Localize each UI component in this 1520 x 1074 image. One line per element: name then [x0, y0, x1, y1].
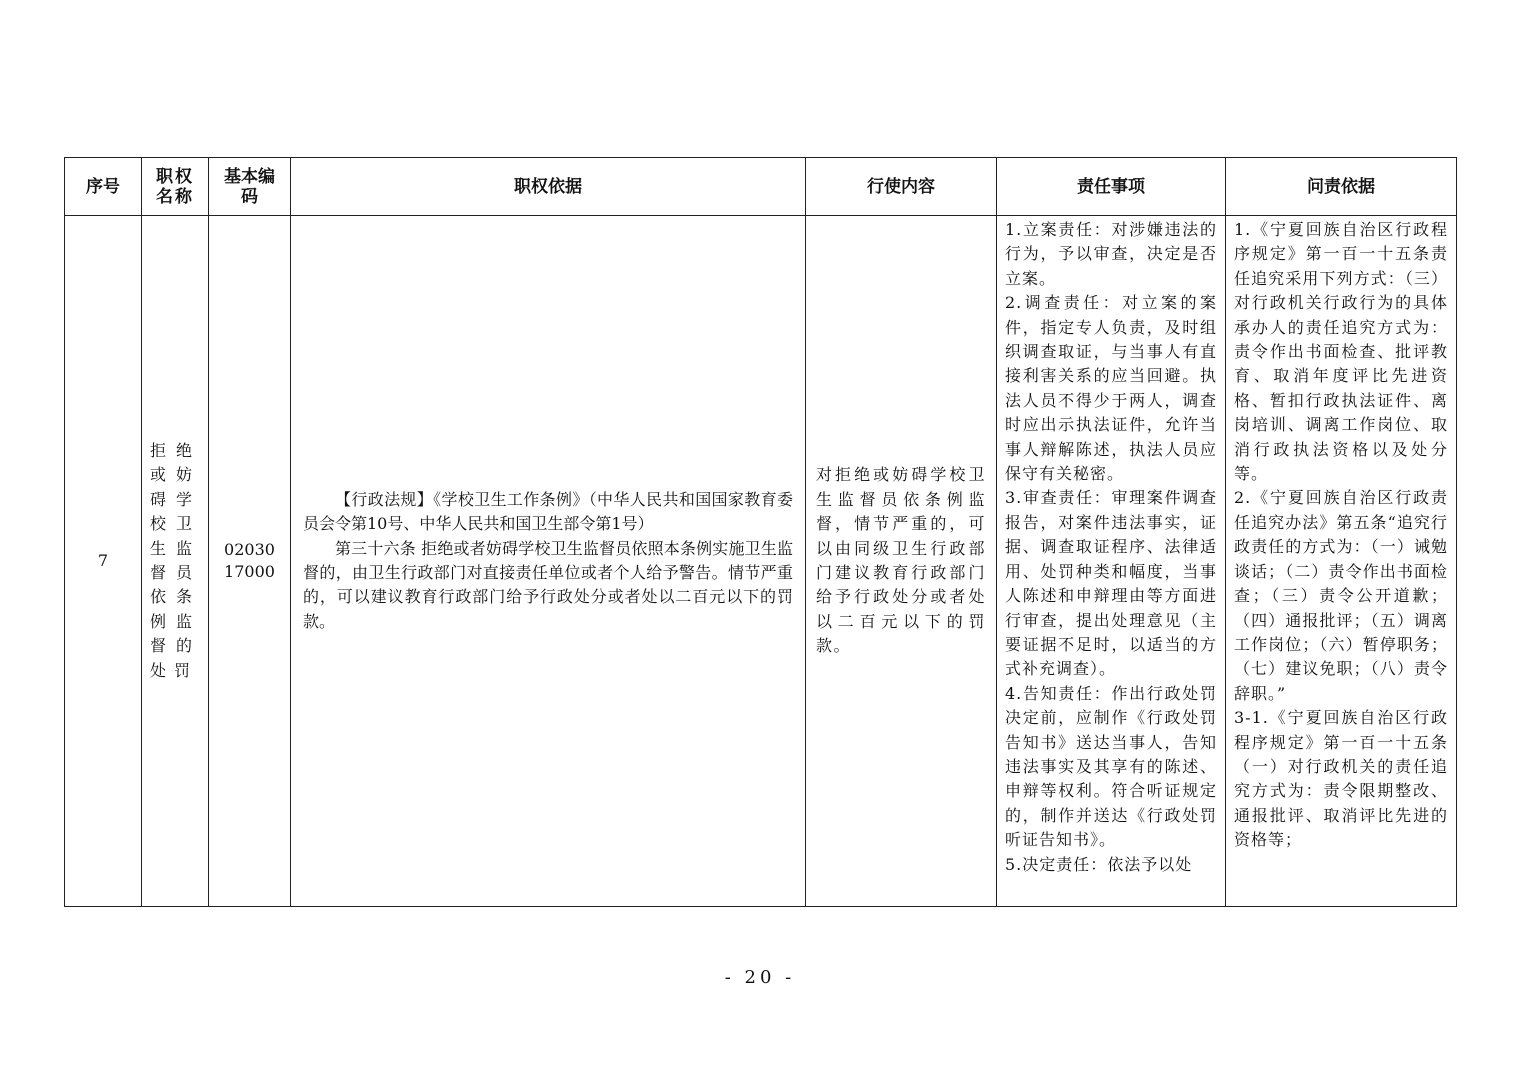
basis-paragraph-1: 【行政法规】《学校卫生工作条例》（中华人民共和国国家教育委员会令第10号、中华人民共和国卫生部令第1号）: [303, 489, 793, 534]
header-content: 行使内容: [806, 158, 997, 216]
code-line-2: 17000: [224, 562, 275, 581]
header-accountability: 问责依据: [1226, 158, 1457, 216]
header-name-label: 职权名称: [156, 166, 194, 207]
cell-basis: [291, 216, 806, 907]
basis-paragraph-2: 第三十六条 拒绝或者妨碍学校卫生监督员依照本条例实施卫生监督的，由卫生行政部门对直接责任单位或者个人给予警告。情节严重的，可以建议教育行政部门给予行政处分或者处以二百元以下的罚款。: [303, 538, 793, 631]
header-code: [209, 158, 291, 216]
cell-seq: 7: [65, 216, 142, 907]
cell-content: 对拒绝或妨碍学校卫生监督员依条例监督，情节严重的，可以由同级卫生行政部门建议教育行政部门给予行政处分或者处以二百元以下的罚款。: [806, 216, 997, 907]
header-basis: 职权依据: [291, 158, 806, 216]
power-list-table: [64, 157, 1457, 907]
header-name: [142, 158, 209, 216]
code-line-1: 02030: [224, 540, 275, 559]
cell-code: [209, 216, 291, 907]
cell-name: [142, 216, 209, 907]
responsibility-item: 2.调查责任：对立案的案件，指定专人负责，及时组织调查取证，与当事人有直接利害关系的应当回避。执法人员不得少于两人，调查时应出示执法证件，允许当事人辩解陈述，执法人员应保守有关秘密。: [1005, 293, 1217, 484]
cell-responsibility: [997, 216, 1226, 907]
responsibility-item: 4.告知责任：作出行政处罚决定前，应制作《行政处罚告知书》送达当事人，告知违法事实及其享有的陈述、申辩等权利。符合听证规定的，制作并送达《行政处罚听证告知书》。: [1005, 683, 1217, 850]
header-seq: 序号: [65, 158, 142, 216]
accountability-item: 2.《宁夏回族自治区行政责任追究办法》第五条“追究行政责任的方式为：（一）诫勉谈话；（二）责令作出书面检查；（三）责令公开道歉；（四）通报批评；（五）调离工作岗位；（六）暂停职务；（七）建议免职；（八）责令辞职。”: [1234, 488, 1448, 703]
responsibility-item: 5.决定责任：依法予以处: [1005, 854, 1193, 874]
responsibility-item: 1.立案责任：对涉嫌违法的行为，予以审查，决定是否立案。: [1005, 220, 1217, 288]
page-number: - 20 -: [724, 967, 796, 988]
power-name-text: 拒绝或妨碍学校卫生监督员依条例监督的处罚: [150, 440, 200, 680]
responsibility-item: 3.审查责任：审理案件调查报告，对案件违法事实，证据、调查取证程序、法律适用、处罚种类和幅度，当事人陈述和申辩理由等方面进行审查，提出处理意见（主要证据不足时，以适当的方式补充调查）。: [1005, 488, 1217, 679]
accountability-item: 1.《宁夏回族自治区行政程序规定》第一百一十五条责任追究采用下列方式：（三）对行政机关行政行为的具体承办人的责任追究方式为：责令作出书面检查、批评教育、取消年度评比先进资格、暂扣行政执法证件、离岗培训、调离工作岗位、取消行政执法资格以及处分等。: [1234, 220, 1448, 484]
header-code-label: 基本编码: [224, 166, 275, 207]
table-row: [65, 216, 1457, 907]
cell-accountability: [1226, 216, 1457, 907]
accountability-item: 3-1.《宁夏回族自治区行政程序规定》第一百一十五条（一）对行政机关的责任追究方式为：责令限期整改、通报批评、取消评比先进的资格等；: [1234, 708, 1448, 850]
header-row: [65, 158, 1457, 216]
header-responsibility: 责任事项: [997, 158, 1226, 216]
